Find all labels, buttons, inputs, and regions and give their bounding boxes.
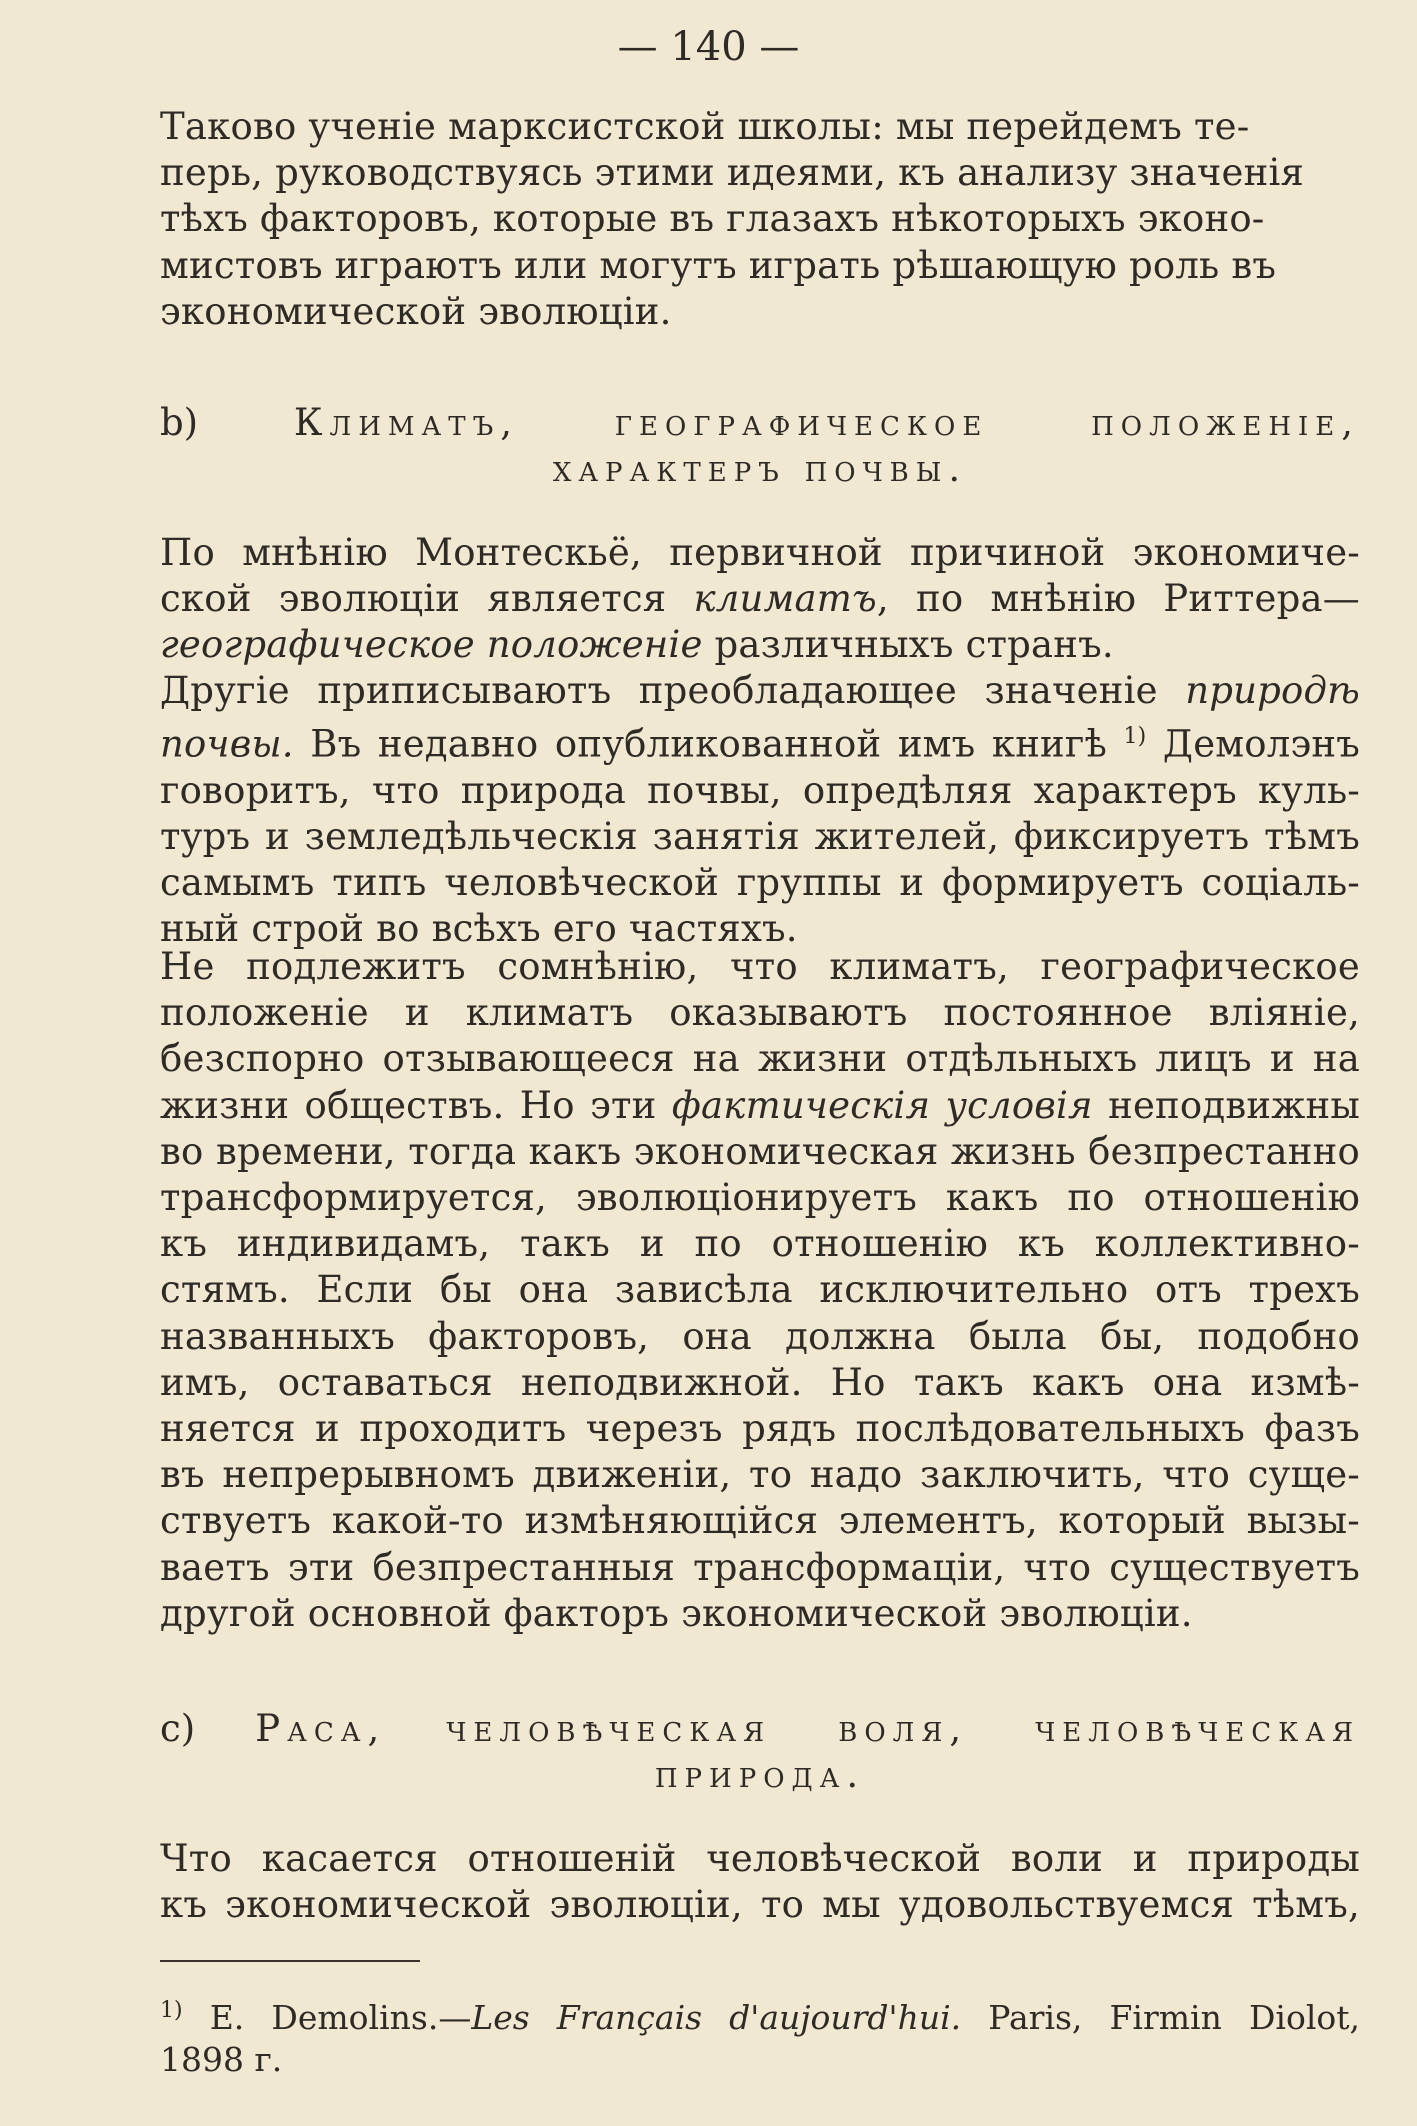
footnote-line bbox=[160, 1990, 1360, 2039]
text-span: Въ недавно опубликованной имъ книгѣ bbox=[293, 722, 1124, 766]
section-b-title-rest: географическое положеніе, bbox=[614, 401, 1361, 444]
emphasis-soil: почвы. bbox=[160, 722, 294, 766]
emphasis-climate: климатъ bbox=[693, 577, 877, 621]
text-line: безспорно отзывающееся на жизни отдѣльныхъ лицъ и на bbox=[160, 1037, 1360, 1081]
text-line: въ непрерывномъ движеніи, то надо заключить, что суще- bbox=[160, 1453, 1360, 1497]
text-line: няется и проходитъ черезъ рядъ послѣдовательныхъ фазъ bbox=[160, 1407, 1360, 1451]
section-c-heading bbox=[160, 1706, 1360, 1798]
paragraph-factors bbox=[160, 944, 1360, 1637]
text-line: мистовъ играютъ или могутъ играть рѣшающую роль въ bbox=[160, 243, 1277, 287]
section-c-marker: c) bbox=[160, 1707, 196, 1750]
text-span: ской эволюціи является bbox=[160, 577, 694, 621]
text-line: другой основной факторъ экономической эволюціи. bbox=[160, 1591, 1193, 1635]
section-c-title-line2: природа. bbox=[654, 1753, 866, 1796]
text-line: во времени, тогда какъ экономическая жизнь безпрестанно bbox=[160, 1129, 1360, 1173]
text-line: стямъ. Если бы она зависѣла исключительно отъ трехъ bbox=[160, 1268, 1360, 1312]
text-span: жизни обществъ. Но эти bbox=[160, 1083, 672, 1127]
text-span: Другіе приписываютъ преобладающее значеніе bbox=[160, 669, 1186, 712]
text-line: ный строй во всѣхъ его частяхъ. bbox=[160, 907, 798, 951]
section-c-title-first: Раса, bbox=[255, 1707, 387, 1750]
text-line: ствуетъ какой-то измѣняющійся элементъ, который вызы- bbox=[160, 1499, 1360, 1543]
section-b-title-first: Климатъ, bbox=[293, 401, 519, 444]
text-span: неподвижны bbox=[1092, 1083, 1360, 1127]
text-line bbox=[160, 1083, 1360, 1129]
text-line: названныхъ факторовъ, она должна была бы, подобно bbox=[160, 1314, 1360, 1358]
footnote bbox=[160, 1990, 1360, 2081]
text-line: туръ и земледѣльческія занятія жителей, фиксируетъ тѣмъ bbox=[160, 814, 1360, 858]
text-line: къ индивидамъ, такъ и по отношенію къ коллективно- bbox=[160, 1222, 1360, 1266]
text-line: тѣхъ факторовъ, которые въ глазахъ нѣкоторыхъ эконо- bbox=[160, 197, 1265, 241]
text-line: ваетъ эти безпрестанныя трансформаціи, что существуетъ bbox=[160, 1545, 1360, 1589]
text-line: Не подлежитъ сомнѣнію, что климатъ, географическое bbox=[160, 945, 1360, 988]
text-line: экономической эволюціи. bbox=[160, 289, 672, 333]
footnote-publisher: Paris, Firmin Diolot, bbox=[961, 1998, 1361, 2037]
text-span: Демолэнъ bbox=[1146, 722, 1360, 766]
paragraph-montesquieu bbox=[160, 530, 1360, 669]
footnote-divider bbox=[160, 1960, 420, 1962]
footnote-title: Les Français d'aujourd'hui. bbox=[471, 1998, 962, 2037]
text-span: , по мнѣнію Риттера— bbox=[876, 577, 1360, 621]
text-line: имъ, оставаться неподвижной. Но такъ какъ она измѣ- bbox=[160, 1360, 1360, 1404]
section-b-marker: b) bbox=[160, 401, 199, 444]
text-line bbox=[160, 668, 1360, 714]
footnote-marker: 1) bbox=[160, 1998, 183, 2023]
footnote-year: 1898 г. bbox=[160, 2040, 283, 2079]
emphasis-factual-conditions: фактическія условія bbox=[671, 1083, 1093, 1127]
text-line bbox=[160, 714, 1360, 768]
section-b-heading bbox=[160, 400, 1360, 492]
intro-paragraph bbox=[160, 104, 1360, 335]
text-span: различныхъ странъ. bbox=[702, 623, 1114, 667]
section-c-title-rest: человѣческая воля, человѣческая bbox=[446, 1707, 1360, 1750]
text-line: По мнѣнію Монтескьё, первичной причиной экономиче- bbox=[160, 531, 1360, 574]
paragraph-human-will bbox=[160, 1836, 1360, 1928]
text-line bbox=[160, 622, 1360, 668]
emphasis-geography: географическое положеніе bbox=[160, 623, 703, 667]
text-line: трансформируется, эволюціонируетъ какъ по отношенію bbox=[160, 1176, 1360, 1220]
text-line: положеніе и климатъ оказываютъ постоянное вліяніе, bbox=[160, 991, 1360, 1035]
paragraph-demolins bbox=[160, 668, 1360, 953]
text-line: перь, руководствуясь этими идеями, къ анализу значенія bbox=[160, 151, 1305, 195]
text-line: Что касается отношеній человѣческой воли и природы bbox=[160, 1837, 1360, 1880]
section-b-title-line2: характеръ почвы. bbox=[552, 447, 968, 490]
text-line: самымъ типъ человѣческой группы и формируетъ соціаль- bbox=[160, 861, 1360, 905]
text-line: говоритъ, что природа почвы, опредѣляя характеръ куль- bbox=[160, 768, 1360, 812]
text-line bbox=[160, 576, 1360, 622]
text-line: къ экономической эволюціи, то мы удовольствуемся тѣмъ, bbox=[160, 1883, 1360, 1927]
footnote-reference[interactable]: 1) bbox=[1123, 724, 1147, 750]
emphasis-nature: природѣ bbox=[1185, 669, 1360, 712]
text-line: Таково ученіе марксистской школы: мы перейдемъ те- bbox=[160, 105, 1250, 148]
footnote-author: E. Demolins.— bbox=[182, 1998, 472, 2037]
page-number: — 140 — bbox=[617, 24, 800, 70]
